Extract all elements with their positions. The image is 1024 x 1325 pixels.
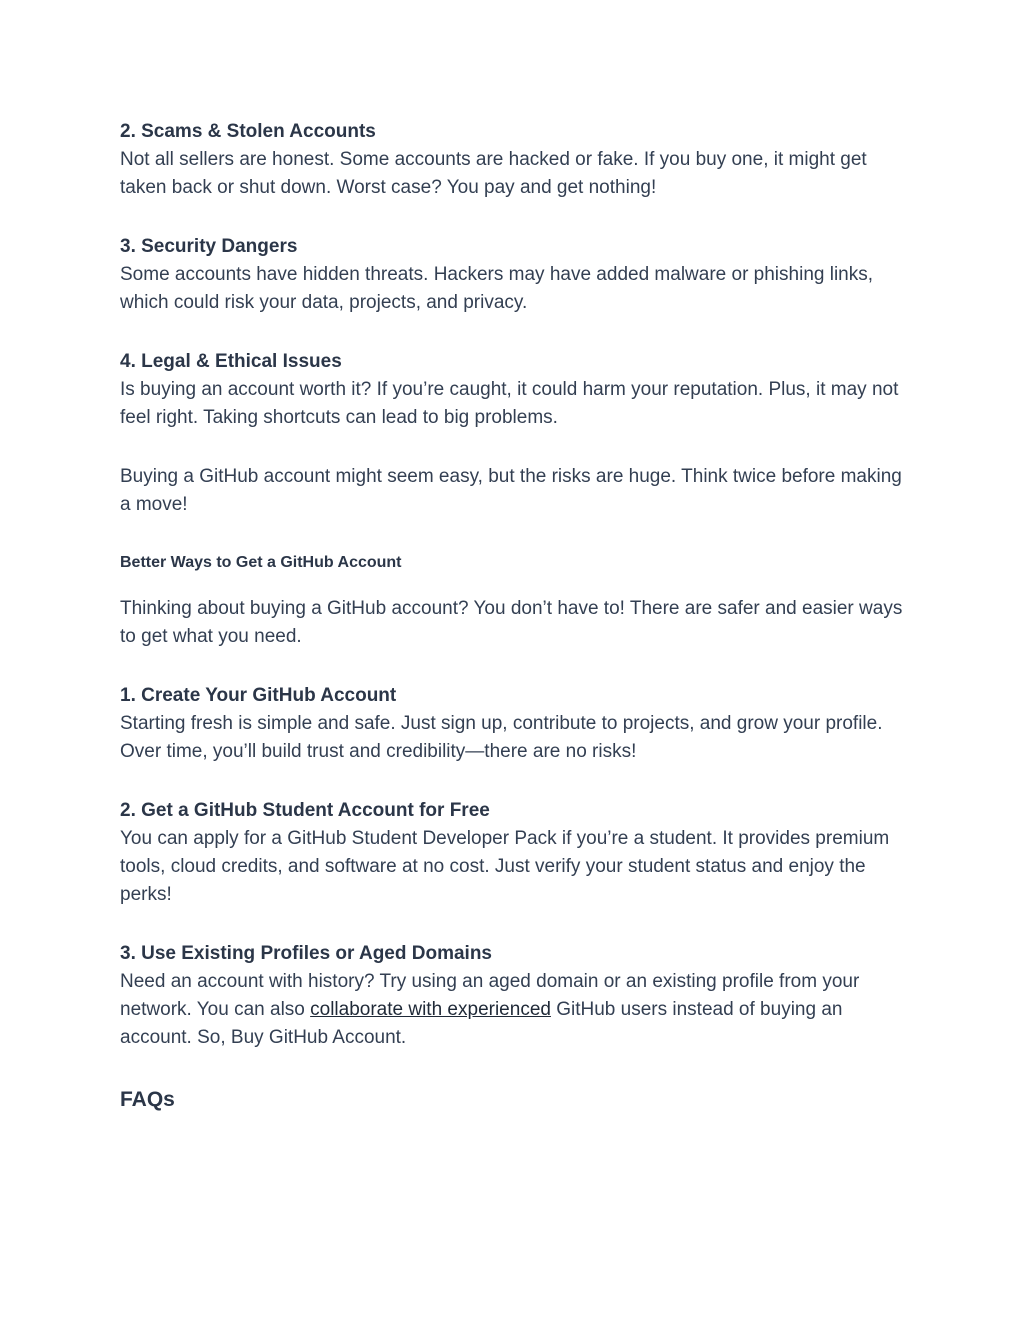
risk-item-title: 3. Security Dangers bbox=[120, 236, 298, 257]
collaborate-link[interactable]: collaborate with experienced bbox=[310, 999, 551, 1020]
way-item-body: Starting fresh is simple and safe. Just sign up, contribute to projects, and grow your profile. Over time, you’ll build trust and credibility—there are no risks! bbox=[120, 713, 883, 762]
way-item-title: 3. Use Existing Profiles or Aged Domains bbox=[120, 943, 493, 964]
risk-item-body: Not all sellers are honest. Some accounts are hacked or fake. If you buy one, it might get taken back or shut down. Worst case? You pay and get nothing! bbox=[120, 149, 867, 198]
risks-conclusion: Buying a GitHub account might seem easy, but the risks are huge. Think twice before making a move! bbox=[120, 466, 902, 515]
risk-item-legal bbox=[120, 348, 910, 432]
way-item-body-after: GitHub users instead of buying an account. So, Buy GitHub Account. bbox=[120, 999, 843, 1048]
way-item-body-before: Need an account with history? Try using an aged domain or an existing profile from your network. You can also bbox=[120, 971, 860, 1020]
risk-item-scams bbox=[120, 118, 910, 202]
better-ways-heading: Better Ways to Get a GitHub Account bbox=[120, 554, 402, 571]
risk-item-body: Is buying an account worth it? If you’re caught, it could harm your reputation. Plus, it may not feel right. Taking shortcuts can lead to big problems. bbox=[120, 379, 899, 428]
way-item-student bbox=[120, 797, 910, 909]
way-item-create bbox=[120, 682, 910, 766]
way-item-title: 1. Create Your GitHub Account bbox=[120, 685, 397, 706]
document-page bbox=[120, 118, 910, 1115]
risk-item-security bbox=[120, 233, 910, 317]
better-ways-intro: Thinking about buying a GitHub account? You don’t have to! There are safer and easier ways to get what you need. bbox=[120, 598, 903, 647]
way-item-existing bbox=[120, 940, 910, 1052]
risk-item-body: Some accounts have hidden threats. Hackers may have added malware or phishing links, which could risk your data, projects, and privacy. bbox=[120, 264, 874, 313]
way-item-body: You can apply for a GitHub Student Developer Pack if you’re a student. It provides premium tools, cloud credits, and software at no cost. Just verify your student status and enjoy the perks! bbox=[120, 828, 890, 905]
way-item-body bbox=[120, 968, 910, 1052]
way-item-title: 2. Get a GitHub Student Account for Free bbox=[120, 800, 490, 821]
risk-item-title: 4. Legal & Ethical Issues bbox=[120, 351, 342, 372]
faqs-heading: FAQs bbox=[120, 1088, 175, 1111]
risk-item-title: 2. Scams & Stolen Accounts bbox=[120, 121, 376, 142]
